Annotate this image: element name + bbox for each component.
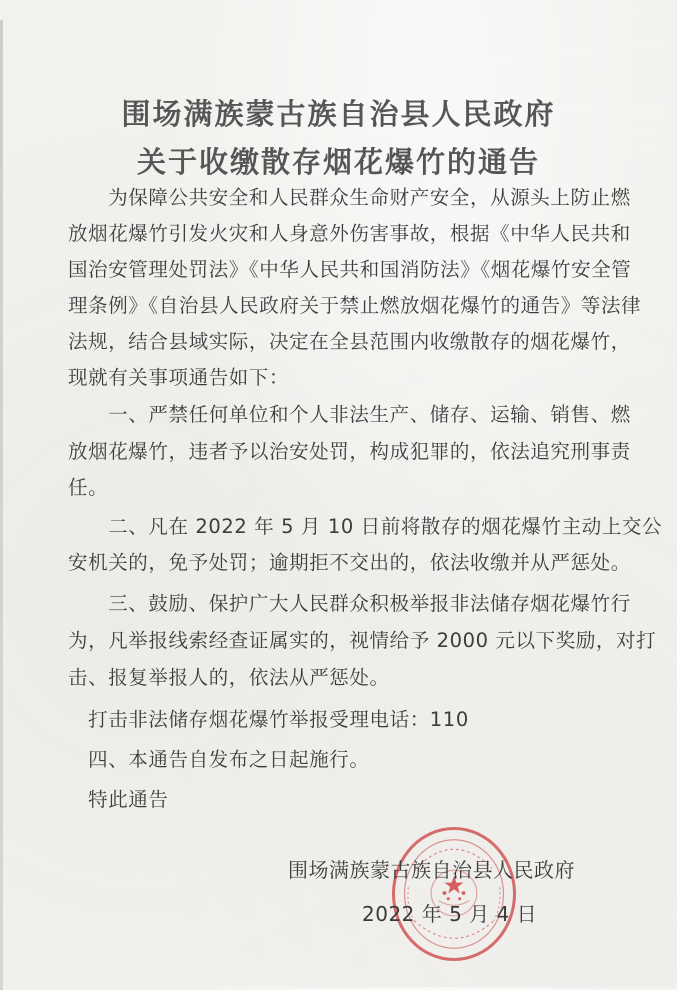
item-3-line: 三、鼓励、保护广大人民群众积极举报非法储存烟花爆竹行 [68,592,631,615]
body-line: 理条例》《自治县人民政府关于禁止燃放烟花爆竹的通告》等法律 [68,294,642,317]
body-line: 国治安管理处罚法》《中华人民共和国消防法》《烟花爆竹安全管 [68,258,632,281]
item-1-line: 放烟花爆竹，违者予以治安处罚，构成犯罪的，依法追究刑事责 [68,440,631,463]
item-3-line: 击、报复举报人的，依法从严惩处。 [68,666,390,689]
official-seal-icon [392,827,516,961]
body-line: 法规，结合县域实际，决定在全县范围内收缴散存的烟花爆竹， [68,330,631,353]
item-1-line: 一、严禁任何单位和个人非法生产、储存、运输、销售、燃 [68,403,631,426]
hotline-line: 打击非法储存烟花爆竹举报受理电话：110 [68,708,469,731]
signature-date: 2022 年 5 月 4 日 [362,902,538,926]
title-line-1: 围场满族蒙古族自治县人民政府 [121,97,556,131]
item-1-line: 任。 [68,476,109,499]
item-2-line: 安机关的，免予处罚；逾期拒不交出的，依法收缴并从严惩处。 [68,551,631,574]
body-line: 为保障公共安全和人民群众生命财产安全，从源头上防止燃 [68,186,631,209]
item-2-line: 二、凡在 2022 年 5 月 10 日前将散存的烟花爆竹主动上交公 [68,515,663,538]
body-line: 放烟花爆竹引发火灾和人身意外伤害事故，根据《中华人民共和 [68,222,631,245]
closing-line: 特此通告 [68,788,169,811]
item-4-line: 四、本通告自发布之日起施行。 [68,748,370,771]
item-3-line: 为，凡举报线索经查证属实的，视情给予 2000 元以下奖励，对打 [68,629,657,652]
signature-organization: 围场满族蒙古族自治县人民政府 [288,858,575,882]
body-line: 现就有关事项通告如下： [68,366,290,389]
title-line-2: 关于收缴散存烟花爆竹的通告 [136,145,540,179]
